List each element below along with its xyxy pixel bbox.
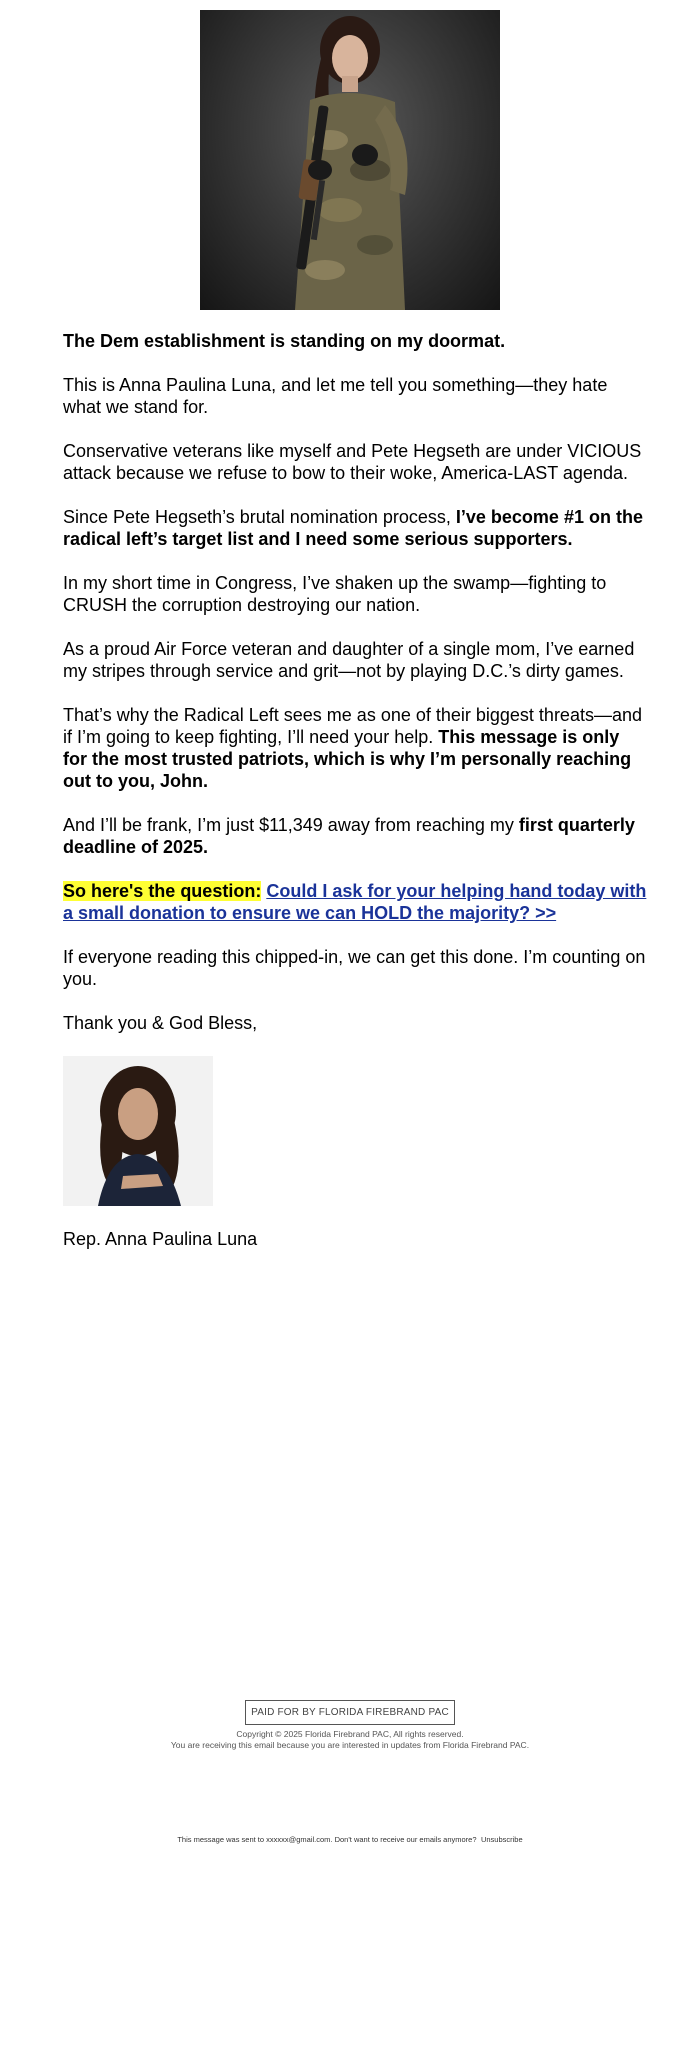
signoff: Thank you & God Bless,: [63, 1013, 258, 1033]
paid-for-disclaimer: PAID FOR BY FLORIDA FIREBRAND PAC: [245, 1700, 455, 1725]
paragraph-bold-text: This message is only for the most trusted patriots, which is why I’m personally reaching out to you, John.: [63, 727, 632, 791]
footer: [0, 1700, 700, 1751]
email-headline: The Dem establishment is standing on my doormat.: [63, 331, 506, 351]
paragraph-bold-text: I’ve become #1 on the radical left’s target list and I need some serious supporters.: [63, 507, 643, 549]
paragraph-air-force: As a proud Air Force veteran and daughter of a single mom, I’ve earned my stripes through service and grit—not by playing D.C.’s dirty games.: [63, 639, 635, 681]
paragraph-text: Since Pete Hegseth’s brutal nomination process,: [63, 507, 456, 527]
paragraph-counting: If everyone reading this chipped-in, we can get this done. I’m counting on you.: [63, 947, 646, 989]
paragraph-congress: In my short time in Congress, I’ve shaken up the swamp—fighting to CRUSH the corruption destroying our nation.: [63, 573, 607, 615]
soldier-photo-illustration: [200, 10, 500, 310]
cta-paragraph: [63, 880, 648, 924]
cta-highlight: So here's the question:: [63, 881, 262, 901]
paragraph-intro: This is Anna Paulina Luna, and let me tell you something—they hate what we stand for.: [63, 375, 608, 417]
donate-link[interactable]: Could I ask for your helping hand today with a small donation to ensure we can HOLD the majority? >>: [63, 881, 647, 923]
signature-name: Rep. Anna Paulina Luna: [63, 1229, 258, 1249]
paragraph-threats: [63, 704, 648, 792]
email-body: [63, 330, 648, 1272]
paragraph-text: And I’ll be frank, I’m just $11,349 away from reaching my: [63, 815, 519, 835]
copyright-text: Copyright © 2025 Florida Firebrand PAC, All rights reserved.: [236, 1729, 464, 1739]
hero-photo: [200, 10, 500, 310]
receiving-reason-text: You are receiving this email because you are interested in updates from Florida Firebrand PAC.: [170, 1740, 530, 1750]
signature-portrait: [63, 1056, 213, 1206]
paragraph-veterans: Conservative veterans like myself and Pete Hegseth are under VICIOUS attack because we refuse to bow to their woke, America-LAST agenda.: [63, 441, 642, 483]
unsubscribe-footer: [0, 1829, 700, 1847]
paragraph-deadline: [63, 814, 648, 858]
portrait-illustration: [63, 1056, 213, 1206]
sent-to-text: This message was sent to xxxxxx@gmail.com. Don't want to receive our emails anymore?: [177, 1835, 477, 1844]
paragraph-text: That’s why the Radical Left sees me as one of their biggest threats—and if I’m going to keep fighting, I’ll need your help.: [63, 705, 642, 747]
paragraph-bold-text: first quarterly deadline of 2025.: [63, 815, 635, 857]
unsubscribe-link[interactable]: Unsubscribe: [480, 1835, 523, 1844]
paragraph-target-list: [63, 506, 648, 550]
